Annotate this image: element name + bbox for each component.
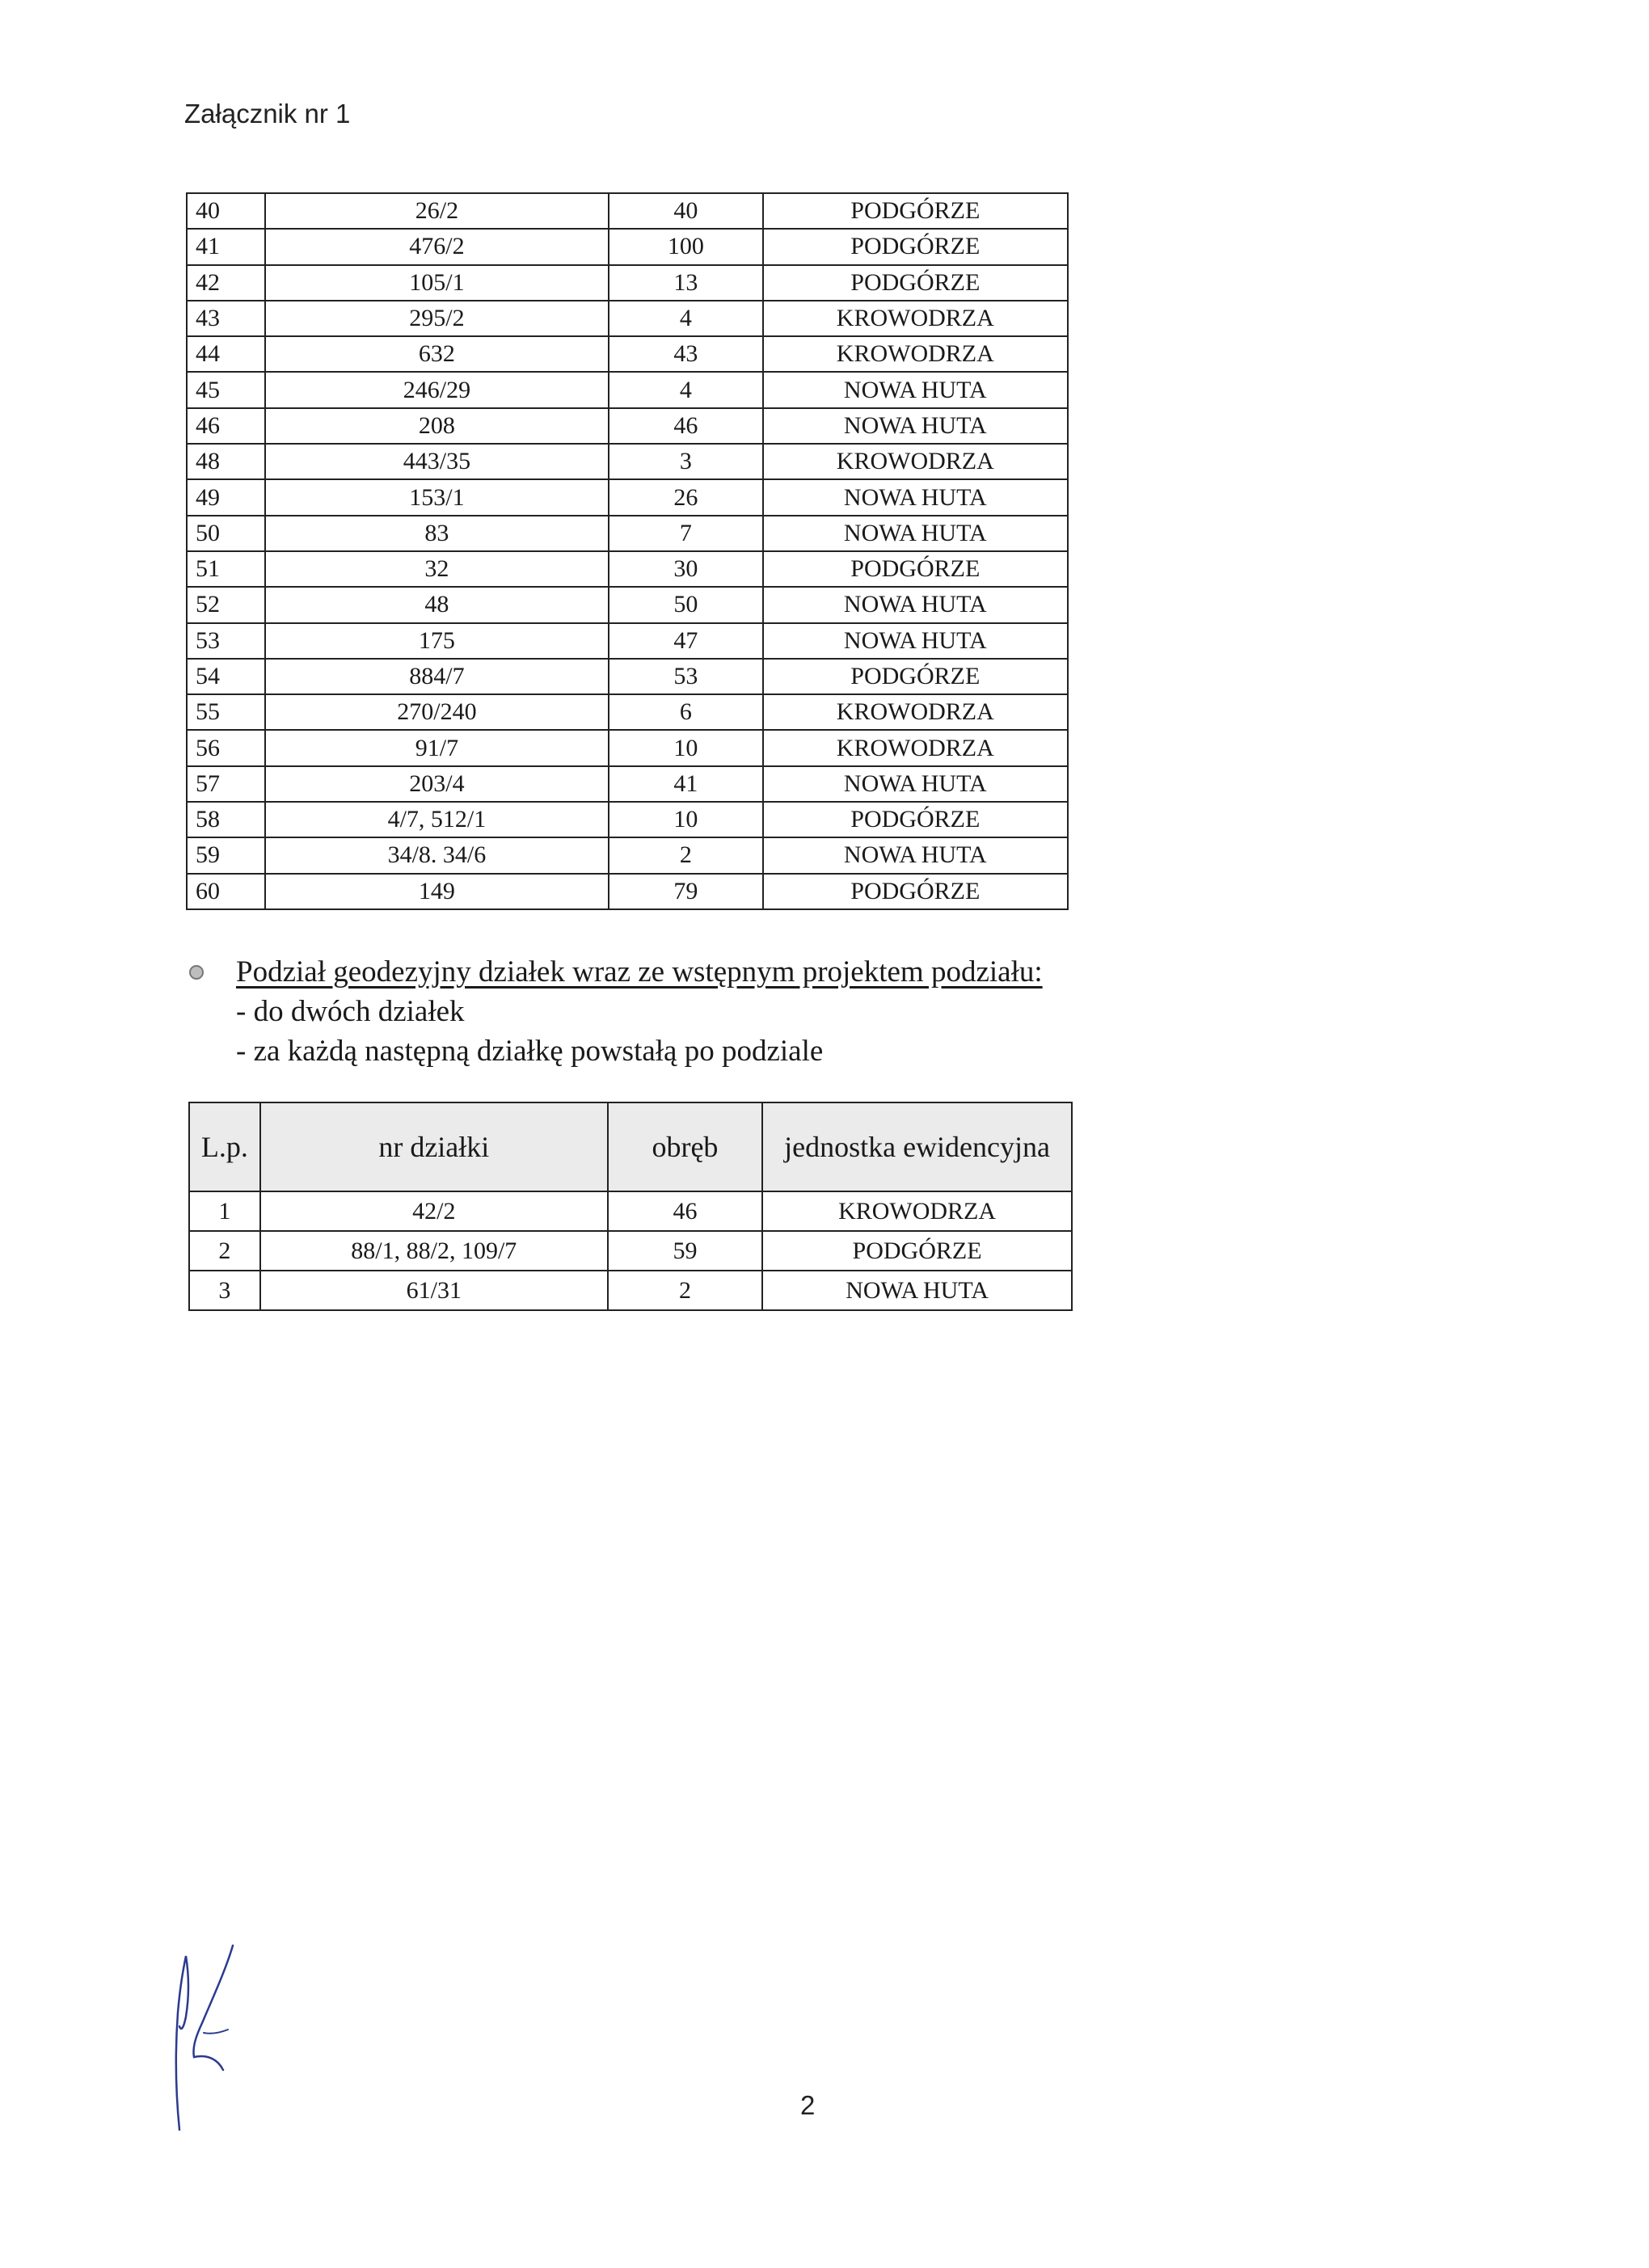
table-row	[187, 265, 1068, 301]
cell-lp: 48	[187, 444, 265, 479]
cell-parcel-number: 153/1	[265, 479, 609, 515]
cell-registration-unit: PODGÓRZE	[763, 659, 1068, 694]
cell-registration-unit: PODGÓRZE	[762, 1231, 1072, 1271]
cell-lp: 43	[187, 301, 265, 336]
cell-registration-unit: PODGÓRZE	[763, 265, 1068, 301]
cell-registration-unit: NOWA HUTA	[763, 766, 1068, 802]
table-row	[189, 1271, 1072, 1310]
cell-lp: 59	[187, 837, 265, 873]
cell-precinct: 41	[609, 766, 762, 802]
section-item: - za każdą następną działkę powstałą po podziale	[236, 1035, 824, 1068]
cell-lp: 40	[187, 193, 265, 229]
cell-registration-unit: NOWA HUTA	[763, 837, 1068, 873]
cell-parcel-number: 91/7	[265, 730, 609, 765]
cell-precinct: 30	[609, 551, 762, 587]
cell-precinct: 10	[609, 730, 762, 765]
cell-precinct: 43	[609, 336, 762, 372]
cell-lp: 3	[189, 1271, 260, 1310]
cell-parcel-number: 88/1, 88/2, 109/7	[260, 1231, 608, 1271]
column-header-parcel-number: nr działki	[260, 1102, 608, 1191]
table-row	[187, 837, 1068, 873]
table-row	[187, 623, 1068, 659]
cell-precinct: 2	[608, 1271, 762, 1310]
cell-lp: 49	[187, 479, 265, 515]
table-row	[187, 408, 1068, 444]
table-row	[187, 551, 1068, 587]
cell-precinct: 50	[609, 587, 762, 622]
parcel-table-body	[187, 193, 1068, 909]
cell-parcel-number: 48	[265, 587, 609, 622]
table-row	[187, 229, 1068, 264]
cell-lp: 58	[187, 802, 265, 837]
cell-registration-unit: KROWODRZA	[763, 444, 1068, 479]
cell-parcel-number: 208	[265, 408, 609, 444]
cell-parcel-number: 246/29	[265, 372, 609, 407]
cell-lp: 52	[187, 587, 265, 622]
cell-parcel-number: 26/2	[265, 193, 609, 229]
table-row	[187, 444, 1068, 479]
cell-precinct: 46	[609, 408, 762, 444]
cell-registration-unit: KROWODRZA	[763, 694, 1068, 730]
cell-precinct: 100	[609, 229, 762, 264]
cell-registration-unit: PODGÓRZE	[763, 193, 1068, 229]
cell-lp: 50	[187, 516, 265, 551]
cell-parcel-number: 34/8. 34/6	[265, 837, 609, 873]
table-row	[187, 587, 1068, 622]
cell-parcel-number: 270/240	[265, 694, 609, 730]
cell-precinct: 47	[609, 623, 762, 659]
cell-parcel-number: 61/31	[260, 1271, 608, 1310]
cell-precinct: 79	[609, 874, 762, 909]
table-row	[187, 516, 1068, 551]
page-number: 2	[800, 2090, 816, 2120]
cell-registration-unit: NOWA HUTA	[763, 479, 1068, 515]
table-row	[187, 301, 1068, 336]
table-row	[187, 874, 1068, 909]
section-item: - do dwóch działek	[236, 995, 465, 1028]
cell-precinct: 10	[609, 802, 762, 837]
bullet-icon	[189, 965, 204, 980]
cell-precinct: 40	[609, 193, 762, 229]
cell-precinct: 3	[609, 444, 762, 479]
cell-parcel-number: 443/35	[265, 444, 609, 479]
cell-lp: 57	[187, 766, 265, 802]
cell-parcel-number: 4/7, 512/1	[265, 802, 609, 837]
table-row	[187, 336, 1068, 372]
cell-lp: 42	[187, 265, 265, 301]
cell-precinct: 2	[609, 837, 762, 873]
division-table-body	[189, 1191, 1072, 1310]
cell-registration-unit: NOWA HUTA	[763, 623, 1068, 659]
cell-parcel-number: 884/7	[265, 659, 609, 694]
cell-registration-unit: NOWA HUTA	[763, 372, 1068, 407]
table-row	[187, 479, 1068, 515]
cell-precinct: 13	[609, 265, 762, 301]
page-header: Załącznik nr 1	[184, 99, 351, 129]
parcel-table	[186, 192, 1069, 910]
division-table	[188, 1102, 1073, 1311]
cell-registration-unit: PODGÓRZE	[763, 802, 1068, 837]
cell-registration-unit: PODGÓRZE	[763, 874, 1068, 909]
cell-registration-unit: KROWODRZA	[763, 730, 1068, 765]
table-row	[187, 659, 1068, 694]
cell-lp: 2	[189, 1231, 260, 1271]
cell-precinct: 46	[608, 1191, 762, 1231]
column-header-lp: L.p.	[189, 1102, 260, 1191]
table-row	[187, 372, 1068, 407]
table-row	[187, 694, 1068, 730]
table-row	[189, 1231, 1072, 1271]
cell-lp: 45	[187, 372, 265, 407]
cell-precinct: 4	[609, 372, 762, 407]
cell-parcel-number: 632	[265, 336, 609, 372]
division-table-header-row	[189, 1102, 1072, 1191]
cell-lp: 44	[187, 336, 265, 372]
cell-registration-unit: NOWA HUTA	[763, 587, 1068, 622]
cell-registration-unit: KROWODRZA	[762, 1191, 1072, 1231]
cell-registration-unit: NOWA HUTA	[762, 1271, 1072, 1310]
column-header-precinct: obręb	[608, 1102, 762, 1191]
cell-precinct: 26	[609, 479, 762, 515]
table-row	[187, 802, 1068, 837]
section-heading: Podział geodezyjny działek wraz ze wstępnym projektem podziału:	[236, 955, 1043, 989]
cell-precinct: 6	[609, 694, 762, 730]
cell-lp: 60	[187, 874, 265, 909]
cell-lp: 53	[187, 623, 265, 659]
cell-precinct: 53	[609, 659, 762, 694]
cell-registration-unit: KROWODRZA	[763, 336, 1068, 372]
cell-lp: 55	[187, 694, 265, 730]
cell-parcel-number: 83	[265, 516, 609, 551]
cell-lp: 41	[187, 229, 265, 264]
table-row	[187, 766, 1068, 802]
cell-lp: 56	[187, 730, 265, 765]
cell-parcel-number: 476/2	[265, 229, 609, 264]
table-row	[187, 730, 1068, 765]
cell-registration-unit: PODGÓRZE	[763, 229, 1068, 264]
cell-lp: 54	[187, 659, 265, 694]
cell-parcel-number: 42/2	[260, 1191, 608, 1231]
cell-lp: 46	[187, 408, 265, 444]
cell-parcel-number: 295/2	[265, 301, 609, 336]
column-header-registration-unit: jednostka ewidencyjna	[762, 1102, 1072, 1191]
cell-lp: 1	[189, 1191, 260, 1231]
cell-parcel-number: 105/1	[265, 265, 609, 301]
cell-parcel-number: 149	[265, 874, 609, 909]
cell-registration-unit: NOWA HUTA	[763, 408, 1068, 444]
cell-registration-unit: NOWA HUTA	[763, 516, 1068, 551]
cell-registration-unit: PODGÓRZE	[763, 551, 1068, 587]
table-row	[189, 1191, 1072, 1231]
cell-parcel-number: 203/4	[265, 766, 609, 802]
handwritten-signature	[162, 1936, 275, 2138]
cell-lp: 51	[187, 551, 265, 587]
cell-precinct: 7	[609, 516, 762, 551]
cell-precinct: 59	[608, 1231, 762, 1271]
cell-parcel-number: 32	[265, 551, 609, 587]
cell-precinct: 4	[609, 301, 762, 336]
cell-parcel-number: 175	[265, 623, 609, 659]
cell-registration-unit: KROWODRZA	[763, 301, 1068, 336]
table-row	[187, 193, 1068, 229]
